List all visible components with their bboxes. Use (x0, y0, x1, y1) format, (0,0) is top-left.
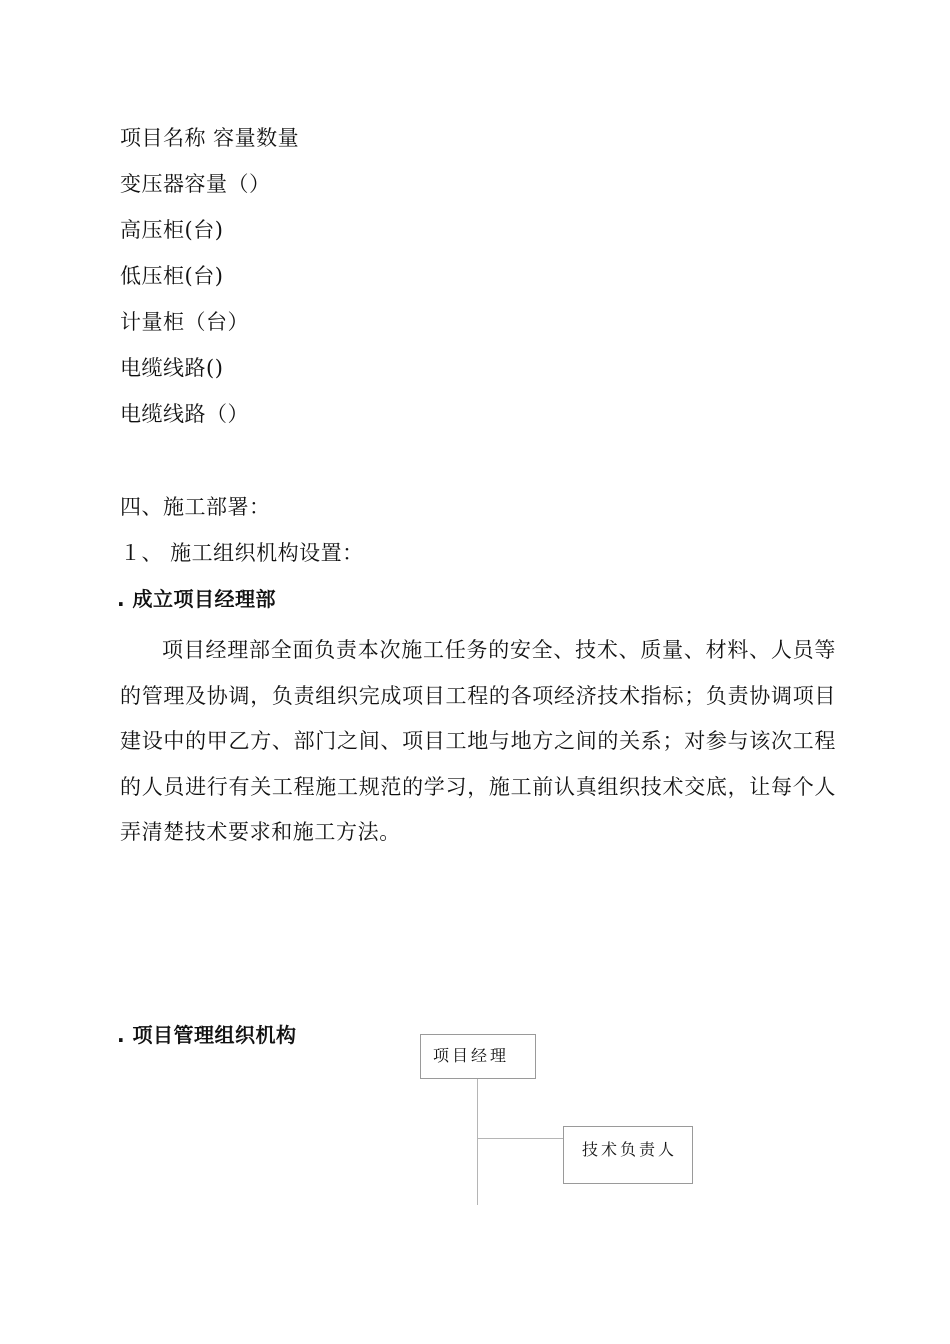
section-heading: 四、施工部署： (120, 495, 271, 519)
org-node-label: 项目经理 (433, 1046, 510, 1065)
org-connector-vertical (477, 1079, 478, 1205)
capacity-item-lv-cabinet: 低压柜(台) (120, 264, 224, 288)
establish-dept-title: . 成立项目经理部 (117, 587, 277, 611)
capacity-list-header: 项目名称 容量数量 (120, 126, 300, 150)
dept-responsibility-paragraph: 项目经理部全面负责本次施工任务的安全、技术、质量、材料、人员等的管理及协调，负责组织完成项目工程的各项经济技术指标；负责协调项目建设中的甲乙方、部门之间、项目工地与地方之间的关系；对参与该次工程的人员进行有关工程施工规范的学习，施工前认真组织技术交底，让每个人弄清楚技术要求和施工方法。 (120, 638, 836, 845)
org-node-project-manager (420, 1034, 536, 1079)
org-structure-title: . 项目管理组织机构 (117, 1023, 297, 1047)
org-node-technical-lead (563, 1126, 693, 1184)
org-connector-horizontal (477, 1138, 563, 1139)
capacity-item-cable-line-2: 电缆线路（） (120, 402, 249, 426)
section-subheading: １、 施工组织机构设置： (120, 541, 364, 565)
capacity-item-cable-line-1: 电缆线路() (120, 356, 224, 380)
capacity-item-meter-cabinet: 计量柜（台） (120, 310, 249, 334)
org-node-label: 技术负责人 (582, 1140, 678, 1159)
capacity-item-hv-cabinet: 高压柜(台) (120, 218, 224, 242)
capacity-item-transformer: 变压器容量（） (120, 172, 271, 196)
